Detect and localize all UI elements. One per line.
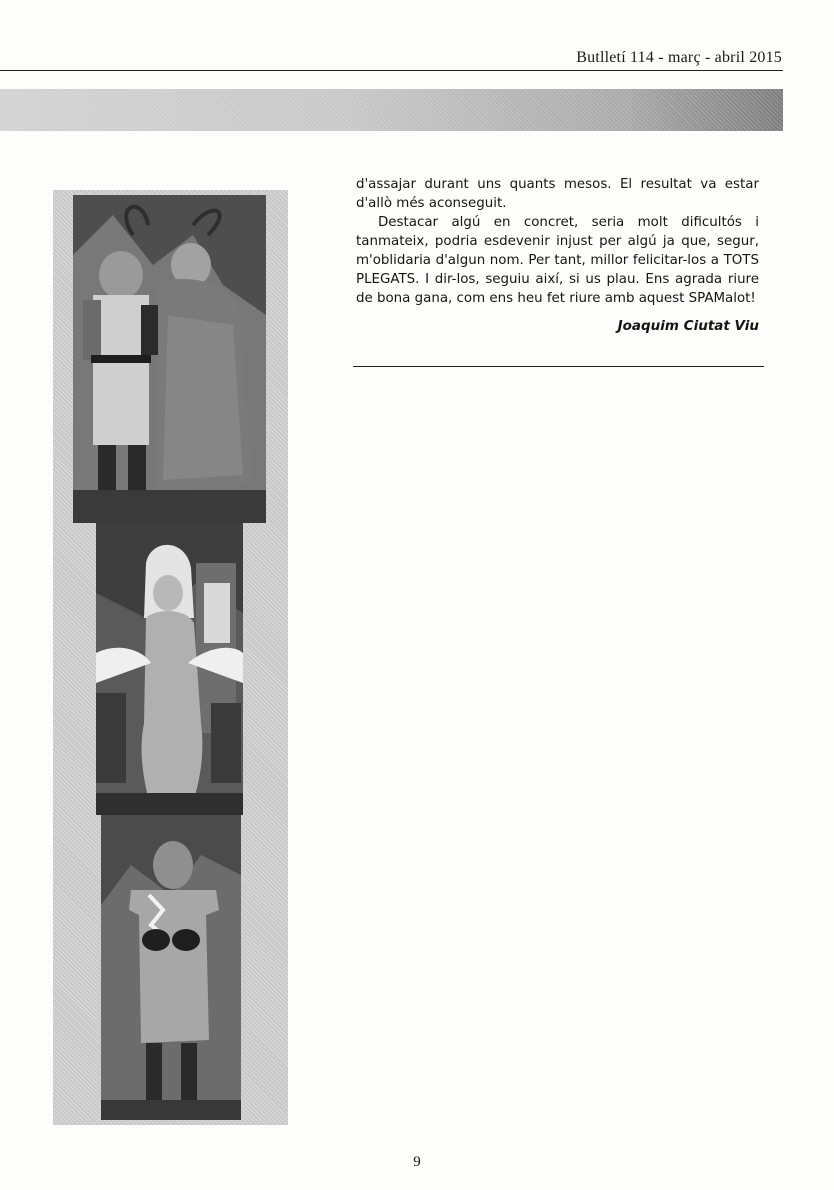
photo-lady-of-the-lake	[96, 523, 243, 815]
article-end-rule	[353, 366, 764, 367]
article-paragraph: Destacar algú en concret, seria molt dificultós i tanmateix, podria esdevenir injust per algú ja que, segur, m'oblidaria d'algun nom. Per tant, millor felicitar-los a TOTS PLEGATS. I dir-los, seguiu així, si us plau. Ens agrada riure de bona gana, com ens heu fet riure amb aquest SPAMalot!	[356, 215, 759, 306]
article-text	[356, 175, 759, 336]
author-signature: Joaquim Ciutat Viu	[617, 318, 759, 334]
photo-strip	[53, 190, 288, 1125]
article-paragraph: d'assajar durant uns quants mesos. El resultat va estar d'allò més aconseguit.	[356, 177, 759, 211]
decorative-gradient-band	[0, 89, 783, 131]
running-header: Butlletí 114 - març - abril 2015	[576, 49, 782, 66]
header-rule	[0, 70, 783, 71]
page-number: 9	[413, 1154, 421, 1170]
photo-knights	[73, 195, 266, 523]
photo-knight-with-coconuts	[101, 815, 241, 1120]
